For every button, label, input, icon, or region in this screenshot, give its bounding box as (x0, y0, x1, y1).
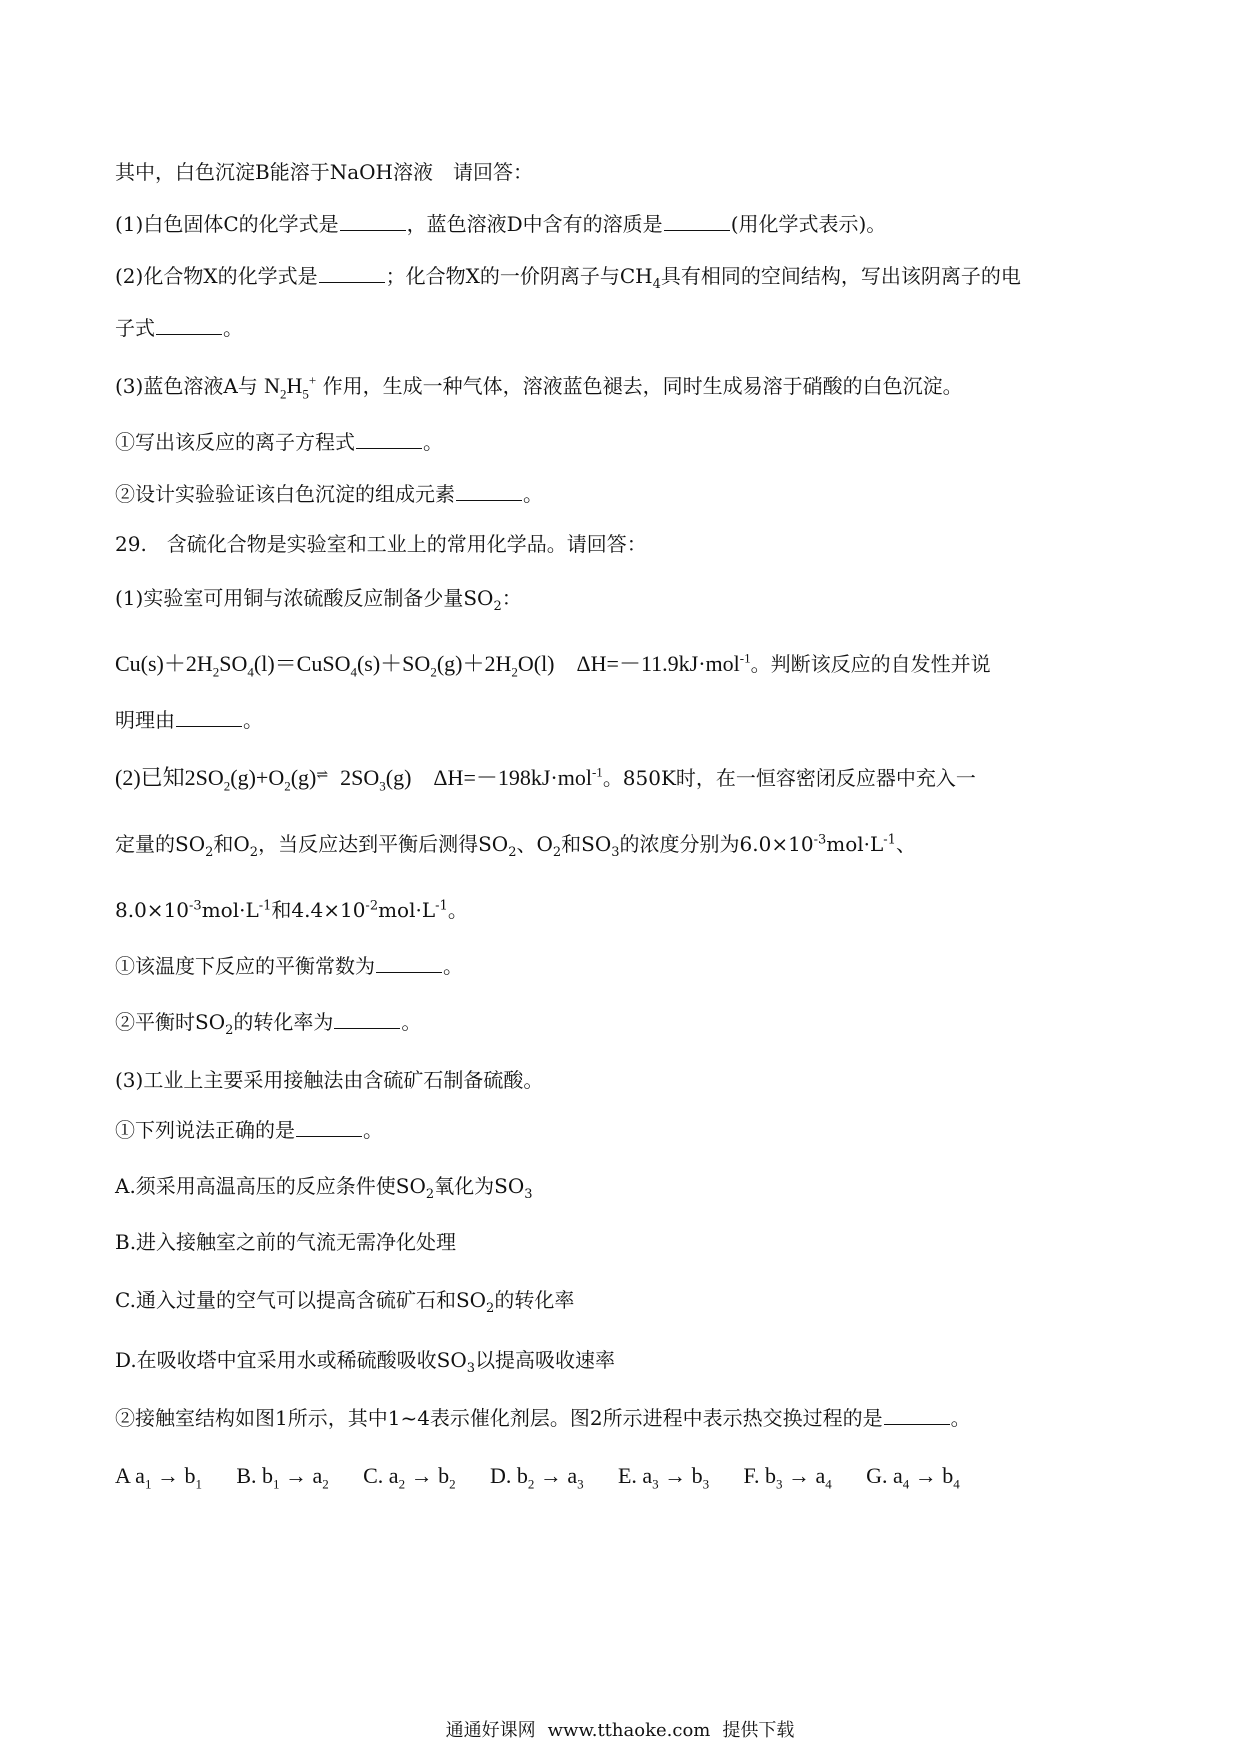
choice-f[interactable]: F. $b_3 \to a_4$ (743, 1463, 832, 1492)
q29-part2: (2)已知$2SO_2(g)+O_2(g)\rightleftharpoons$ $2SO_3(g)$ ΔH=－198kJ·mol$^{-1}$。850K时，在一恒容密闭反应器中充入一 (115, 764, 1180, 796)
answer-blank[interactable] (340, 212, 406, 231)
intro-line: 其中，白色沉淀B能溶于NaOH溶液 请回答： (115, 160, 533, 184)
q29-part1: (1)实验室可用铜与浓硫酸反应制备少量$SO_2$： (115, 586, 522, 614)
choice-c[interactable]: C. $a_2 \to b_2$ (363, 1463, 456, 1492)
choice-d[interactable]: D. $b_2 \to a_3$ (489, 1463, 584, 1492)
q29-equation1-cont: 明理由 。 (115, 708, 263, 732)
q28-part3: (3)蓝色溶液A与 $N_2H_5^+$ 作用，生成一种气体，溶液蓝色褪去，同时生成易溶于硝酸的白色沉淀。 (115, 372, 963, 402)
answer-blank[interactable] (376, 954, 442, 973)
answer-blank[interactable] (664, 212, 730, 231)
q28-part3-2: ②设计实验验证该白色沉淀的组成元素 。 (115, 482, 543, 506)
page-footer: 通通好课网 www.tthaoke.com 提供下载 (445, 1720, 795, 1741)
answer-blank[interactable] (296, 1118, 362, 1137)
q29-part2-cont2: $8.0\times 10^{-3}mol\cdot L^{-1}$和$4.4\times 10^{-2}mol\cdot L^{-1}$。 (115, 898, 468, 922)
answer-blank[interactable] (176, 708, 242, 727)
q29-part2-cont: 定量的$SO_2$和$O_2$，当反应达到平衡后测得$SO_2$、$O_2$和$SO_3$的浓度分别为$6.0\times 10^{-3}mol\cdot L^{-1}$、 (115, 832, 916, 860)
q29-part3-2: ②接触室结构如图1所示，其中1~4表示催化剂层。图2所示进程中表示热交换过程的是 。 (115, 1406, 971, 1430)
choice-g[interactable]: G. $a_4 \to b_4$ (866, 1463, 960, 1492)
option-a: A.须采用高温高压的反应条件使$SO_2$氧化为$SO_3$ (115, 1174, 533, 1202)
option-d: D.在吸收塔中宜采用水或稀硫酸吸收$SO_3$以提高吸收速率 (115, 1348, 616, 1376)
q28-part1: (1)白色固体C的化学式是 ，蓝色溶液D中含有的溶质是 (用化学式表示)。 (115, 212, 887, 236)
answer-blank[interactable] (884, 1406, 950, 1425)
q28-part2-cont: 子式 。 (115, 316, 243, 340)
answer-blank[interactable] (456, 482, 522, 501)
answer-blank[interactable] (356, 430, 422, 449)
q28-part3-1: ①写出该反应的离子方程式 。 (115, 430, 443, 454)
option-b: B.进入接触室之前的气流无需净化处理 (115, 1230, 457, 1254)
q29-heading: 29. 含硫化合物是实验室和工业上的常用化学品。请回答： (115, 532, 647, 556)
reversible-arrow-icon: ⇌ (316, 768, 330, 783)
answer-blank[interactable] (156, 316, 222, 335)
choice-list (115, 1462, 1180, 1490)
option-c: C.通入过量的空气可以提高含硫矿石和$SO_2$的转化率 (115, 1288, 575, 1316)
choice-e[interactable]: E. $a_3 \to b_3$ (617, 1463, 710, 1492)
q29-part2-2: ②平衡时$SO_2$的转化率为 。 (115, 1010, 422, 1038)
q29-part3: (3)工业上主要采用接触法由含硫矿石制备硫酸。 (115, 1068, 544, 1092)
q29-equation1: $Cu(s)+2H_2SO_4(l)=CuSO_4(s)+SO_2(g)+2H_2O(l)$ ΔH=－11.9kJ·mol$^{-1}$。判断该反应的自发性并说 (115, 650, 991, 680)
n2h5-formula: $N_2H_5^+$ (264, 372, 317, 402)
q28-part2: (2)化合物X的化学式是 ；化合物X的一价阴离子与$CH_4$具有相同的空间结构，写出该阴离子的电 (115, 264, 1021, 292)
choice-a[interactable]: A $a_1 \to b_1$ (115, 1463, 202, 1492)
choice-b[interactable]: B. $b_1 \to a_2$ (236, 1463, 329, 1492)
answer-blank[interactable] (334, 1010, 400, 1029)
answer-blank[interactable] (319, 264, 385, 283)
q29-part3-1: ①下列说法正确的是 。 (115, 1118, 383, 1142)
q29-part2-1: ①该温度下反应的平衡常数为 。 (115, 954, 463, 978)
footer-link[interactable]: www.tthaoke.com (547, 1720, 711, 1741)
